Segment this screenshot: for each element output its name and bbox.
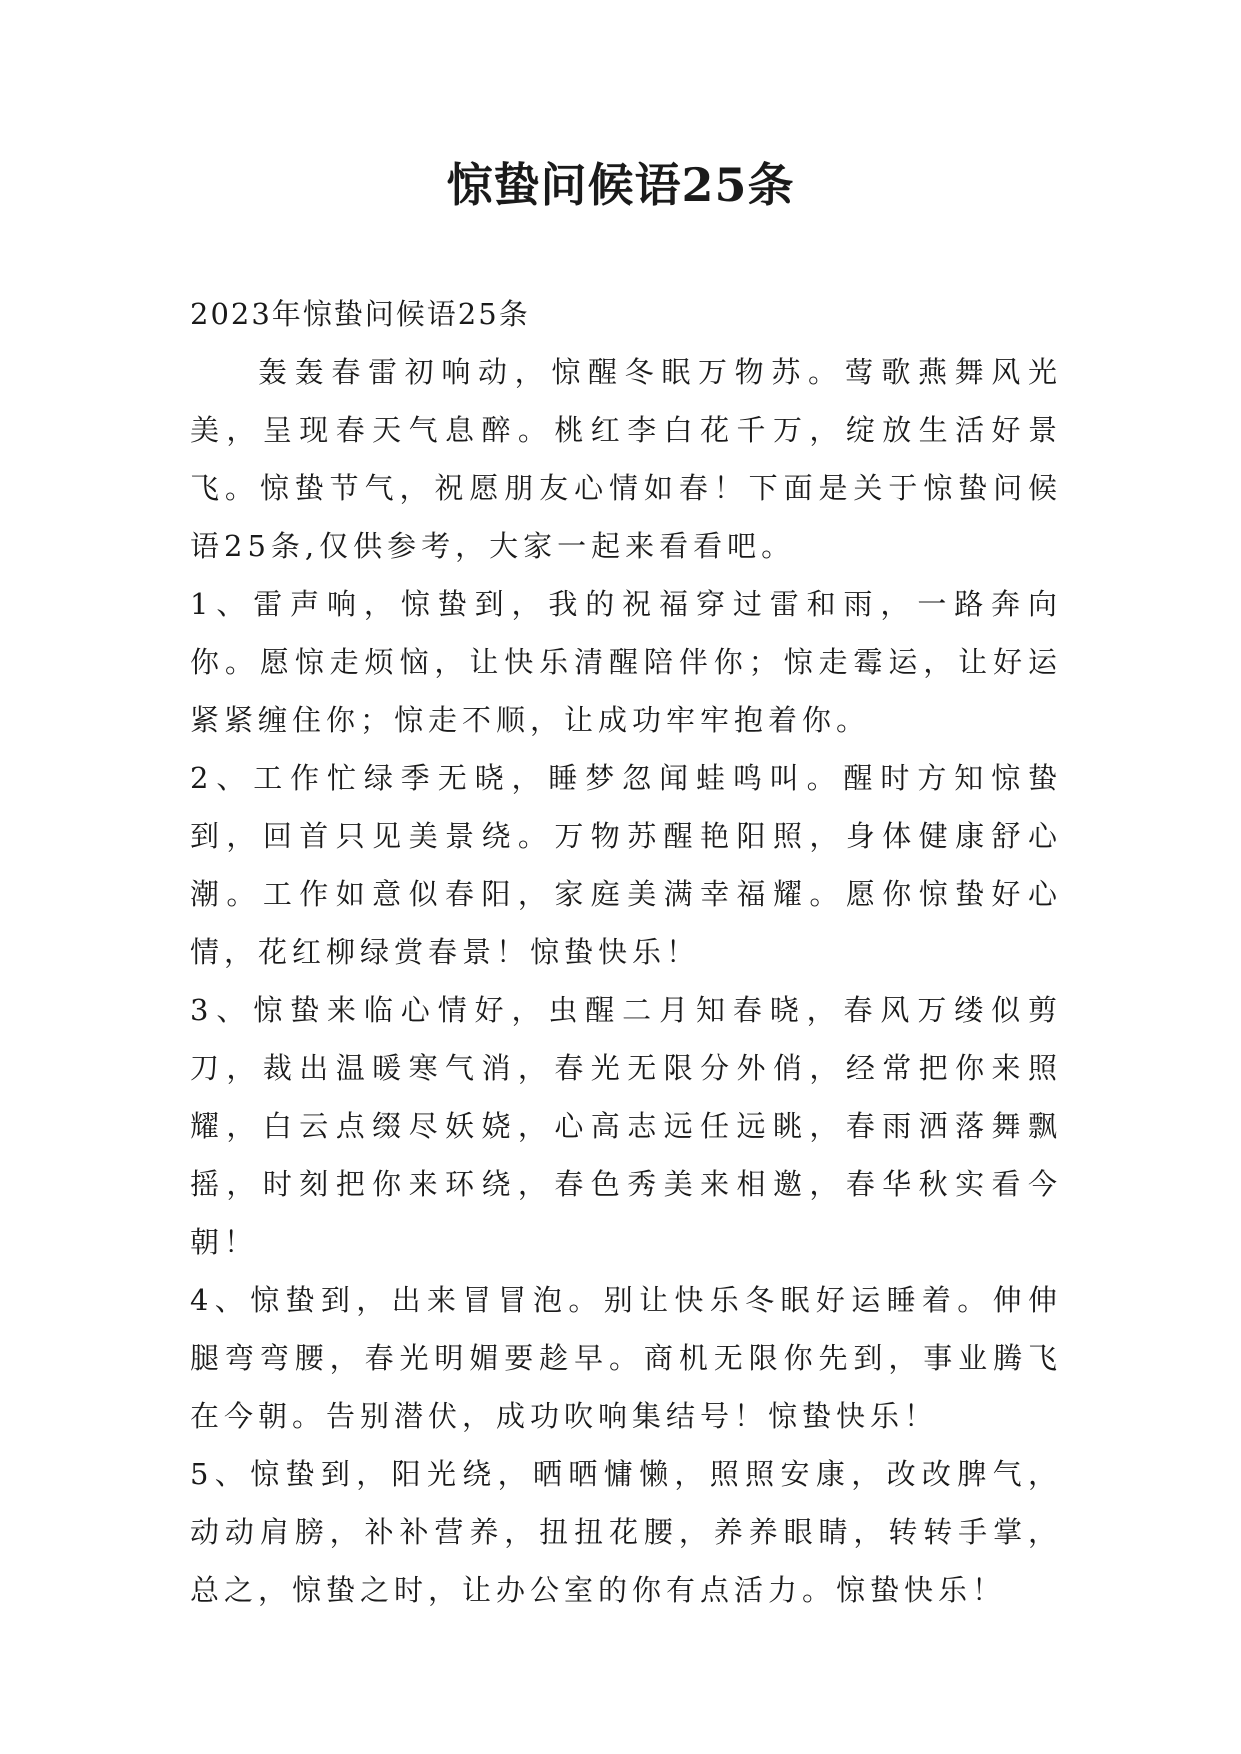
greeting-item-4: 4、惊蛰到，出来冒冒泡。别让快乐冬眠好运睡着。伸伸腿弯弯腰，春光明媚要趁早。商机无限你先到，事业腾飞在今朝。告别潜伏，成功吹响集结号！惊蛰快乐！ bbox=[190, 1283, 1062, 1433]
document-title: 惊蛰问候语25条 bbox=[446, 158, 795, 212]
intro-paragraph: 轰轰春雷初响动，惊醒冬眠万物苏。莺歌燕舞风光美，呈现春天气息醉。桃红李白花千万，绽放生活好景飞。惊蛰节气，祝愿朋友心情如春！下面是关于惊蛰问候语25条,仅供参考，大家一起来看看吧。 bbox=[190, 355, 1062, 563]
greeting-item-2: 2、工作忙绿季无晓，睡梦忽闻蛙鸣叫。醒时方知惊蛰到，回首只见美景绕。万物苏醒艳阳照，身体健康舒心潮。工作如意似春阳，家庭美满幸福耀。愿你惊蛰好心情，花红柳绿赏春景！惊蛰快乐！ bbox=[190, 761, 1062, 969]
document-subtitle: 2023年惊蛰问候语25条 bbox=[190, 297, 530, 331]
greeting-item-5: 5、惊蛰到，阳光绕，晒晒慵懒，照照安康，改改脾气，动动肩膀，补补营养，扭扭花腰，养养眼睛，转转手掌，总之，惊蛰之时，让办公室的你有点活力。惊蛰快乐！ bbox=[190, 1457, 1062, 1607]
document-body bbox=[190, 285, 1062, 1619]
greeting-item-3: 3、惊蛰来临心情好，虫醒二月知春晓，春风万缕似剪刀，裁出温暖寒气消，春光无限分外俏，经常把你来照耀，白云点缀尽妖娆，心高志远任远眺，春雨洒落舞飘摇，时刻把你来环绕，春色秀美来相邀，春华秋实看今朝！ bbox=[190, 993, 1062, 1259]
greeting-item-1: 1、雷声响，惊蛰到，我的祝福穿过雷和雨，一路奔向你。愿惊走烦恼，让快乐清醒陪伴你；惊走霉运，让好运紧紧缠住你；惊走不顺，让成功牢牢抱着你。 bbox=[190, 587, 1062, 737]
